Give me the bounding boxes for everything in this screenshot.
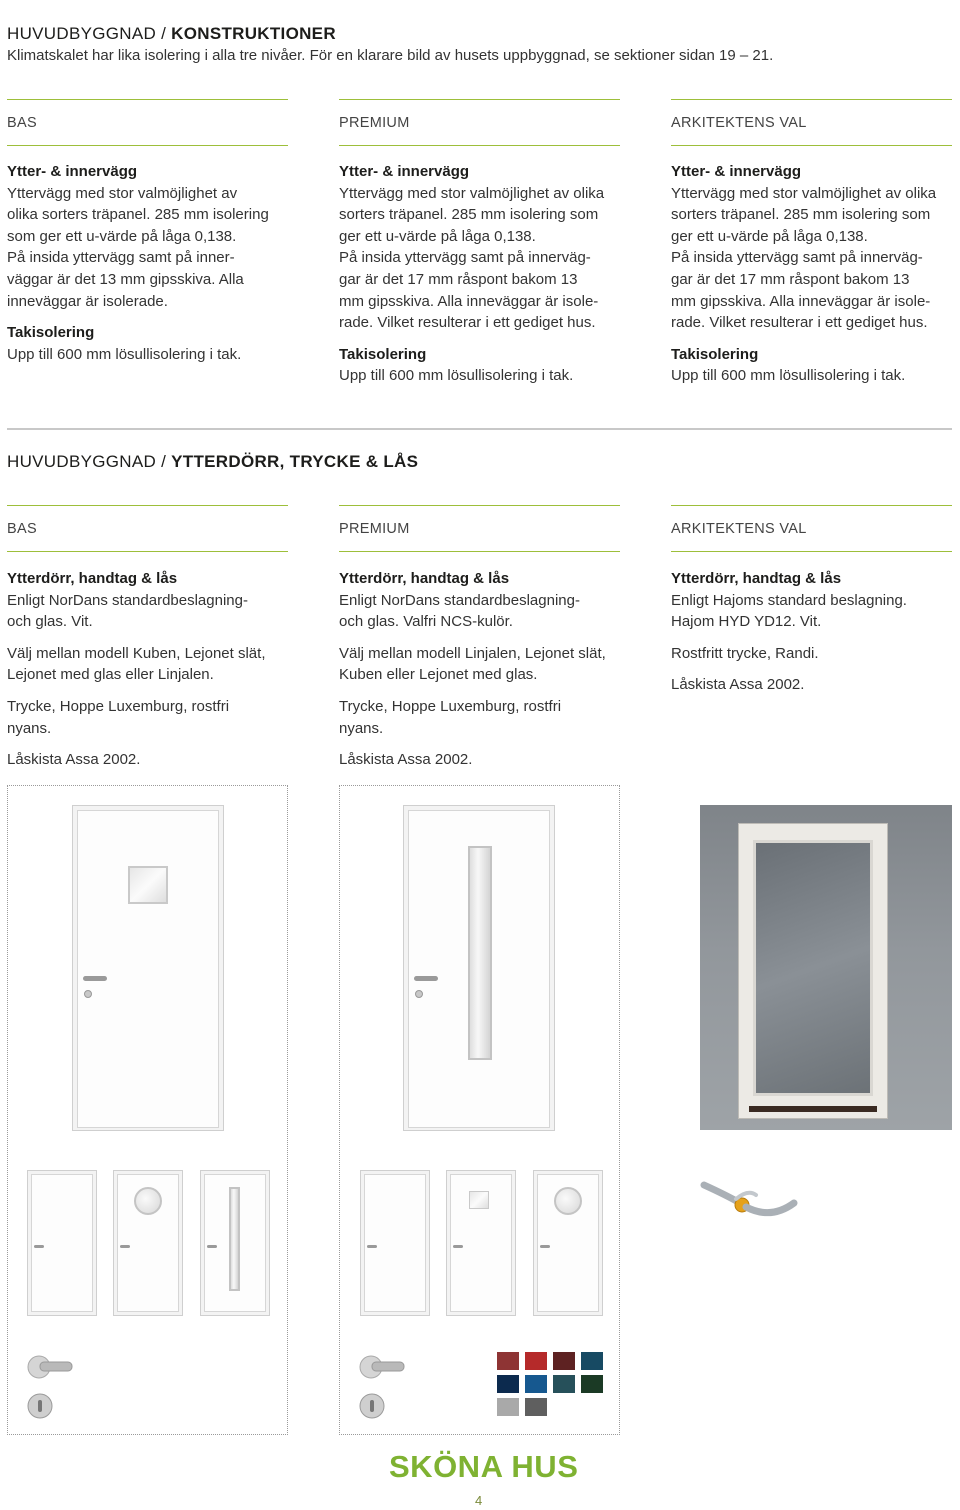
door-threshold [749, 1106, 877, 1112]
door-leaf [364, 1174, 426, 1312]
divider [339, 505, 620, 506]
construction-column-bas: Ytter- & innervägg Yttervägg med stor valmöjlighet av olika sorters träpanel. 285 mm isolering som ger ett u-värde på låga 0,138. På insida yttervägg samt på inner- väggar är det 13 mm gipsskiva. Alla inneväggar är isolerade. Takisolering Upp till 600 mm lösullisolering i tak. [7, 161, 297, 365]
door-leaf [31, 1174, 93, 1312]
divider [671, 99, 952, 100]
section-title-ytterdorr: HUVUDBYGGNAD / YTTERDÖRR, TRYCKE & LÅS [7, 452, 419, 471]
level-label-bas: BAS [7, 115, 37, 131]
door-handle-icon [540, 1245, 550, 1248]
color-swatch [581, 1352, 603, 1370]
door-window-square [469, 1191, 489, 1209]
door-thumbnail-lejonet-glas [533, 1170, 603, 1316]
section-divider [7, 428, 952, 430]
randi-handle-icon [696, 1165, 806, 1235]
door-thumbnail-lejonet-glas [113, 1170, 183, 1316]
door-window-slot [229, 1187, 240, 1291]
door-thumbnail-kuben [360, 1170, 430, 1316]
door-handle-icon [120, 1245, 130, 1248]
color-swatch [497, 1375, 519, 1393]
door-column-arkitektens-val: Ytterdörr, handtag & lås Enligt Hajoms standard beslagning. Hajom HYD YD12. Vit. Rostfritt trycke, Randi. Låskista Assa 2002. [671, 568, 960, 696]
door-handle-icon [34, 1245, 44, 1248]
door-thumbnail-kuben [27, 1170, 97, 1316]
door-heading: Ytterdörr, handtag & lås [671, 570, 842, 587]
door-window-square [128, 866, 168, 904]
door-glass-panel [753, 840, 873, 1096]
divider [339, 145, 620, 146]
door-handle-icon [207, 1245, 217, 1248]
wall-heading: Ytter- & innervägg [339, 163, 470, 180]
door-handle-icon [414, 976, 438, 981]
door-thumbnail-lejonet-slat [446, 1170, 516, 1316]
door-thumbnail-linjalen [200, 1170, 270, 1316]
color-swatch [497, 1352, 519, 1370]
door-linjalen-image [403, 805, 555, 1131]
door-window-round [554, 1187, 582, 1215]
color-swatch [581, 1375, 603, 1393]
door-heading: Ytterdörr, handtag & lås [339, 570, 510, 587]
lock-icon [84, 990, 92, 998]
level-label-arkitektens-val: ARKITEKTENS VAL [671, 115, 807, 131]
color-swatch [553, 1375, 575, 1393]
divider [7, 99, 288, 100]
roof-heading: Takisolering [339, 345, 427, 363]
door-handle-icon [26, 1353, 76, 1383]
door-handle-icon [453, 1245, 463, 1248]
brand-logo: SKÖNA HUS [389, 1449, 579, 1484]
construction-column-arkitektens-val: Ytter- & innervägg Yttervägg med stor valmöjlighet av olika sorters träpanel. 285 mm isolering som ger ett u-värde på låga 0,138. På insida yttervägg samt på innerväg- gar är det 17 mm råspont bakom 13 mm gipsskiva. Alla inneväggar är isole- rade. Vilket resulterar i ett gediget hus. Takisolering Upp till 600 mm lösullisolering i tak. [671, 161, 960, 387]
color-swatch [525, 1398, 547, 1416]
color-swatch [497, 1398, 519, 1416]
construction-column-premium: Ytter- & innervägg Yttervägg med stor valmöjlighet av olika sorters träpanel. 285 mm isolering som ger ett u-värde på låga 0,138. På insida yttervägg samt på innerväg- gar är det 17 mm råspont bakom 13 mm gipsskiva. Alla inneväggar är isole- rade. Vilket resulterar i ett gediget hus. Takisolering Upp till 600 mm lösullisolering i tak. [339, 161, 629, 387]
section-title-konstruktioner: HUVUDBYGGNAD / KONSTRUKTIONER [7, 24, 336, 43]
wall-heading: Ytter- & innervägg [671, 163, 802, 180]
color-swatch [525, 1352, 547, 1370]
divider [7, 551, 288, 552]
divider [7, 145, 288, 146]
roof-heading: Takisolering [7, 324, 95, 342]
divider [671, 145, 952, 146]
level-label-arkitektens-val: ARKITEKTENS VAL [671, 521, 807, 537]
divider [671, 505, 952, 506]
door-handle-icon [83, 976, 107, 981]
door-handle-icon [358, 1353, 408, 1383]
door-frame-photo [738, 823, 888, 1119]
divider [7, 505, 288, 506]
lock-icon [415, 990, 423, 998]
color-swatch [553, 1352, 575, 1370]
divider [339, 99, 620, 100]
roof-heading: Takisolering [671, 345, 759, 363]
color-swatch [525, 1375, 547, 1393]
level-label-bas: BAS [7, 521, 37, 537]
divider [671, 551, 952, 552]
level-label-premium: PREMIUM [339, 521, 410, 537]
divider [339, 551, 620, 552]
door-window-round [134, 1187, 162, 1215]
level-label-premium: PREMIUM [339, 115, 410, 131]
door-hajom-photo [700, 805, 952, 1130]
lock-cylinder-icon [358, 1392, 388, 1422]
door-leaf [77, 810, 219, 1128]
wall-heading: Ytter- & innervägg [7, 163, 138, 180]
door-handle-icon [367, 1245, 377, 1248]
lock-cylinder-icon [26, 1392, 56, 1422]
door-kuben-image [72, 805, 224, 1131]
door-column-premium: Ytterdörr, handtag & lås Enligt NorDans standardbeslagning- och glas. Valfri NCS-kulör. Välj mellan modell Linjalen, Lejonet slät, Kuben eller Lejonet med glas. Trycke, Hoppe Luxemburg, rostfri nyans. Låskista Assa 2002. [339, 568, 629, 771]
section-intro: Klimatskalet har lika isolering i alla tre nivåer. För en klarare bild av husets uppbyggnad, se sektioner sidan 19 – 21. [7, 47, 774, 64]
door-window-slot [468, 846, 492, 1060]
page-number: 4 [475, 1493, 483, 1508]
door-heading: Ytterdörr, handtag & lås [7, 570, 178, 587]
door-column-bas: Ytterdörr, handtag & lås Enligt NorDans standardbeslagning- och glas. Vit. Välj mellan modell Kuben, Lejonet slät, Lejonet med glas eller Linjalen. Trycke, Hoppe Luxemburg, rostfri nyans. Låskista Assa 2002. [7, 568, 297, 771]
